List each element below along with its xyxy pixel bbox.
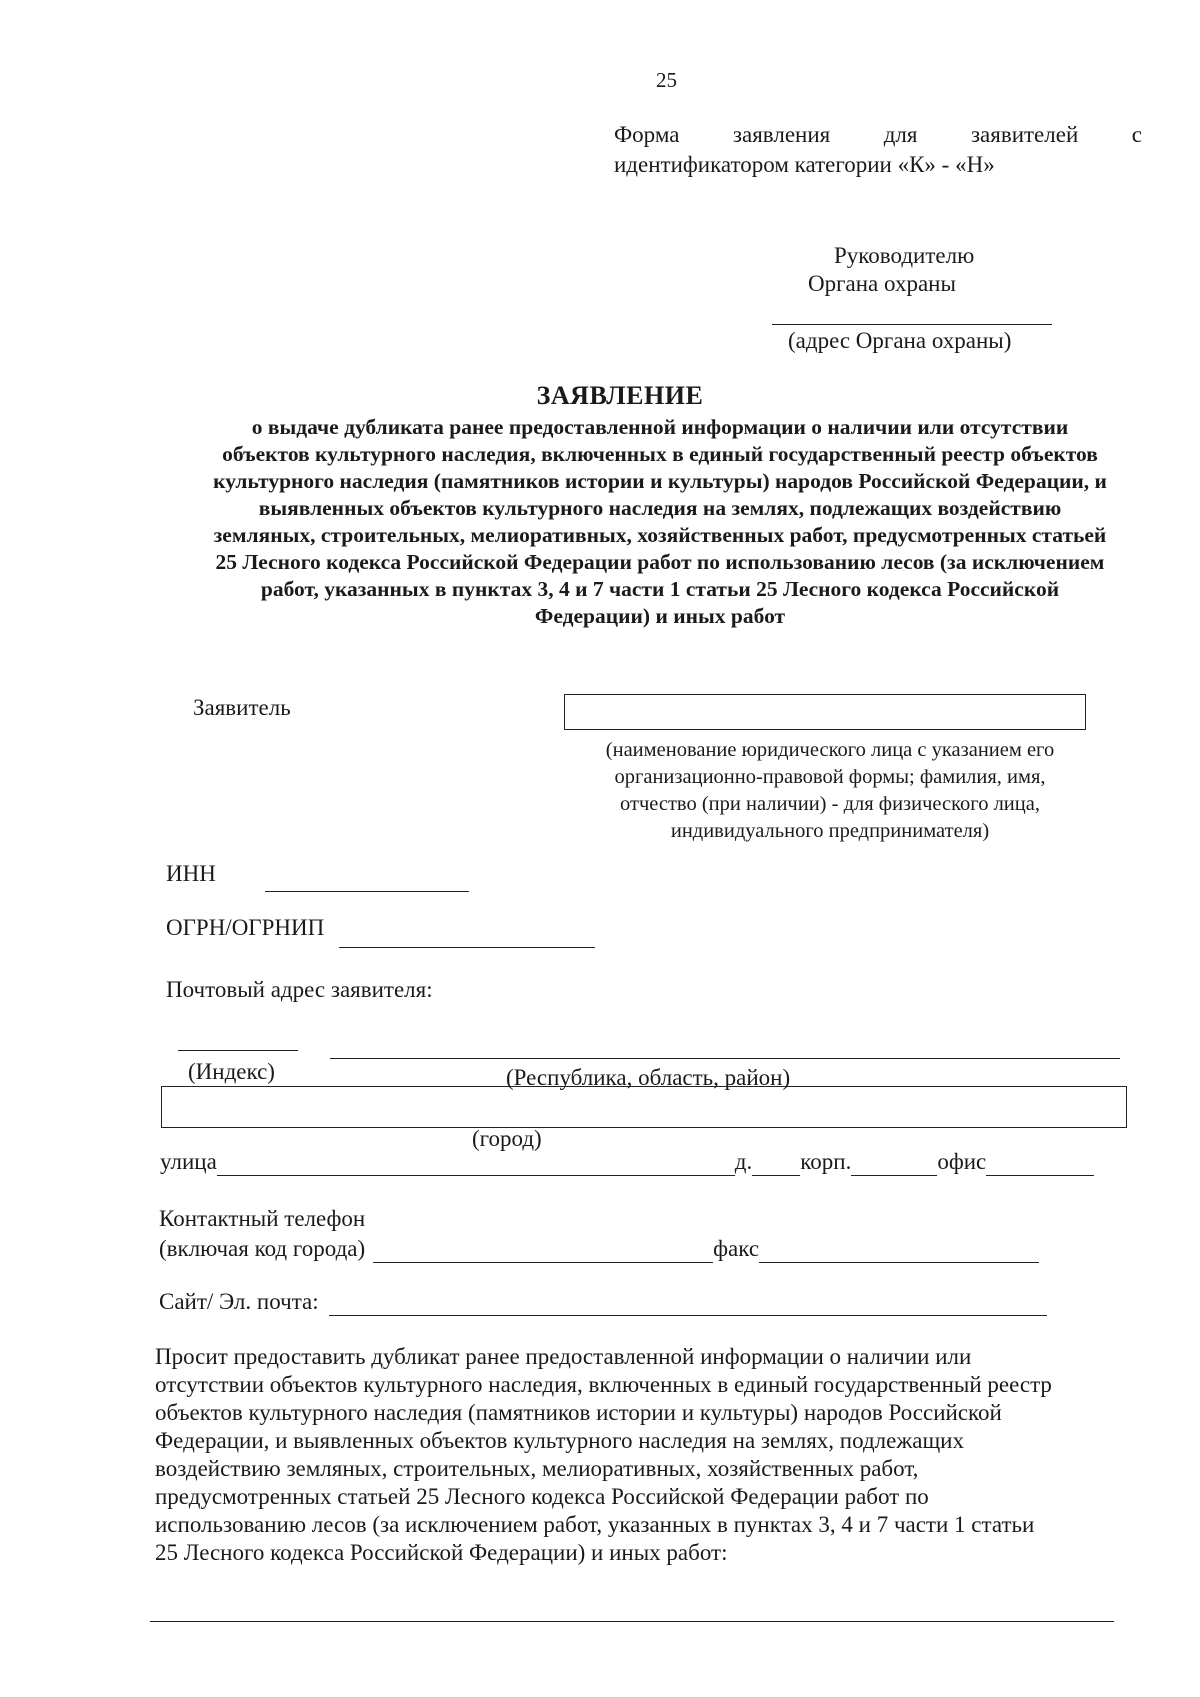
postal-index-field[interactable] xyxy=(178,1050,298,1051)
applicant-caption-line: (наименование юридического лица с указанием его xyxy=(605,739,1055,761)
fax-field[interactable] xyxy=(759,1238,1039,1263)
subtitle-line: Федерации) и иных работ xyxy=(534,604,786,628)
requested-works-field[interactable] xyxy=(150,1621,1114,1622)
phone-label-line-2: (включая код города) xyxy=(159,1236,366,1261)
addressee-address-caption: (адрес Органа охраны) xyxy=(788,328,1012,353)
house-field[interactable] xyxy=(752,1151,800,1176)
document-title: ЗАЯВЛЕНИЕ xyxy=(536,381,704,410)
subtitle-line: о выдаче дубликата ранее предоставленной информации о наличии или отсутствии xyxy=(251,415,1069,439)
applicant-caption-line: отчество (при наличии) - для физического лица, xyxy=(620,793,1040,815)
ogrn-label: ОГРН/ОГРНИП xyxy=(166,915,325,940)
form-note-word: заявления xyxy=(732,122,831,147)
request-line: Федерации, и выявленных объектов культурного наследия на землях, подлежащих xyxy=(155,1428,964,1453)
house-label: д. xyxy=(734,1149,753,1174)
form-note xyxy=(614,121,1142,178)
request-line: использованию лесов (за исключением работ, указанных в пунктах 3, 4 и 7 части 1 статьи xyxy=(155,1512,1035,1537)
phone-field[interactable] xyxy=(373,1238,713,1263)
subtitle-line: культурного наследия (памятников истории и культуры) народов Российской Федерации, и xyxy=(213,469,1107,493)
street-address-row xyxy=(160,1148,1120,1176)
office-field[interactable] xyxy=(986,1151,1094,1176)
form-note-line-2: идентификатором категории «К» - «Н» xyxy=(614,151,995,177)
postal-address-label: Почтовый адрес заявителя: xyxy=(166,977,433,1002)
phone-row xyxy=(159,1235,1059,1263)
request-line: предусмотренных статьей 25 Лесного кодекса Российской Федерации работ по xyxy=(155,1484,929,1509)
ogrn-field[interactable] xyxy=(339,947,595,948)
applicant-caption xyxy=(560,737,1100,845)
street-label: улица xyxy=(160,1149,217,1174)
applicant-name-field[interactable] xyxy=(564,694,1086,730)
subtitle-line: 25 Лесного кодекса Российской Федерации работ по использованию лесов (за исключением xyxy=(215,550,1105,574)
document-subtitle xyxy=(170,414,1150,630)
phone-label-line-1: Контактный телефон xyxy=(159,1206,366,1231)
site-email-row xyxy=(159,1288,1059,1316)
form-note-word: с xyxy=(1131,122,1142,147)
subtitle-line: объектов культурного наследия, включенных в единый государственный реестр объектов xyxy=(222,442,1098,466)
postal-region-caption: (Республика, область, район) xyxy=(506,1065,791,1090)
subtitle-line: работ, указанных в пунктах 3, 4 и 7 части 1 статьи 25 Лесного кодекса Российской xyxy=(260,577,1060,601)
request-line: воздействию земляных, строительных, мелиоративных, хозяйственных работ, xyxy=(155,1456,919,1481)
applicant-caption-line: организационно-правовой формы; фамилия, имя, xyxy=(614,766,1046,788)
postal-city-field[interactable] xyxy=(161,1086,1127,1128)
street-field[interactable] xyxy=(217,1151,735,1176)
postal-city-caption: (город) xyxy=(472,1126,542,1151)
request-line: отсутствии объектов культурного наследия, включенных в единый государственный реестр xyxy=(155,1372,1052,1397)
form-note-word: заявителей xyxy=(970,122,1079,147)
building-field[interactable] xyxy=(851,1151,937,1176)
building-label: корп. xyxy=(800,1149,852,1174)
addressee-title: Руководителю xyxy=(834,243,975,268)
request-line: Просит предоставить дубликат ранее предоставленной информации о наличии или xyxy=(155,1344,972,1369)
office-label: офис xyxy=(937,1149,987,1174)
request-line: объектов культурного наследия (памятников истории и культуры) народов Российской xyxy=(155,1400,1002,1425)
subtitle-line: земляных, строительных, мелиоративных, хозяйственных работ, предусмотренных статьей xyxy=(213,523,1107,547)
inn-label: ИНН xyxy=(166,861,216,886)
postal-index-caption: (Индекс) xyxy=(188,1059,275,1084)
request-text xyxy=(155,1343,1155,1567)
subtitle-line: выявленных объектов культурного наследия на землях, подлежащих воздействию xyxy=(258,496,1062,520)
request-line: 25 Лесного кодекса Российской Федерации) и иных работ: xyxy=(155,1540,728,1565)
page-number: 25 xyxy=(656,68,677,92)
form-note-word: Форма xyxy=(614,122,680,147)
site-email-field[interactable] xyxy=(329,1291,1047,1316)
applicant-caption-line: индивидуального предпринимателя) xyxy=(670,820,990,842)
form-note-word: для xyxy=(883,122,918,147)
addressee-address-field[interactable] xyxy=(772,324,1052,325)
site-email-label: Сайт/ Эл. почта: xyxy=(159,1289,319,1314)
inn-field[interactable] xyxy=(265,891,469,892)
postal-region-field[interactable] xyxy=(330,1058,1120,1059)
fax-label: факс xyxy=(713,1236,760,1261)
applicant-label: Заявитель xyxy=(193,695,291,720)
form-note-line-1 xyxy=(614,121,1142,149)
addressee-org: Органа охраны xyxy=(808,271,956,296)
